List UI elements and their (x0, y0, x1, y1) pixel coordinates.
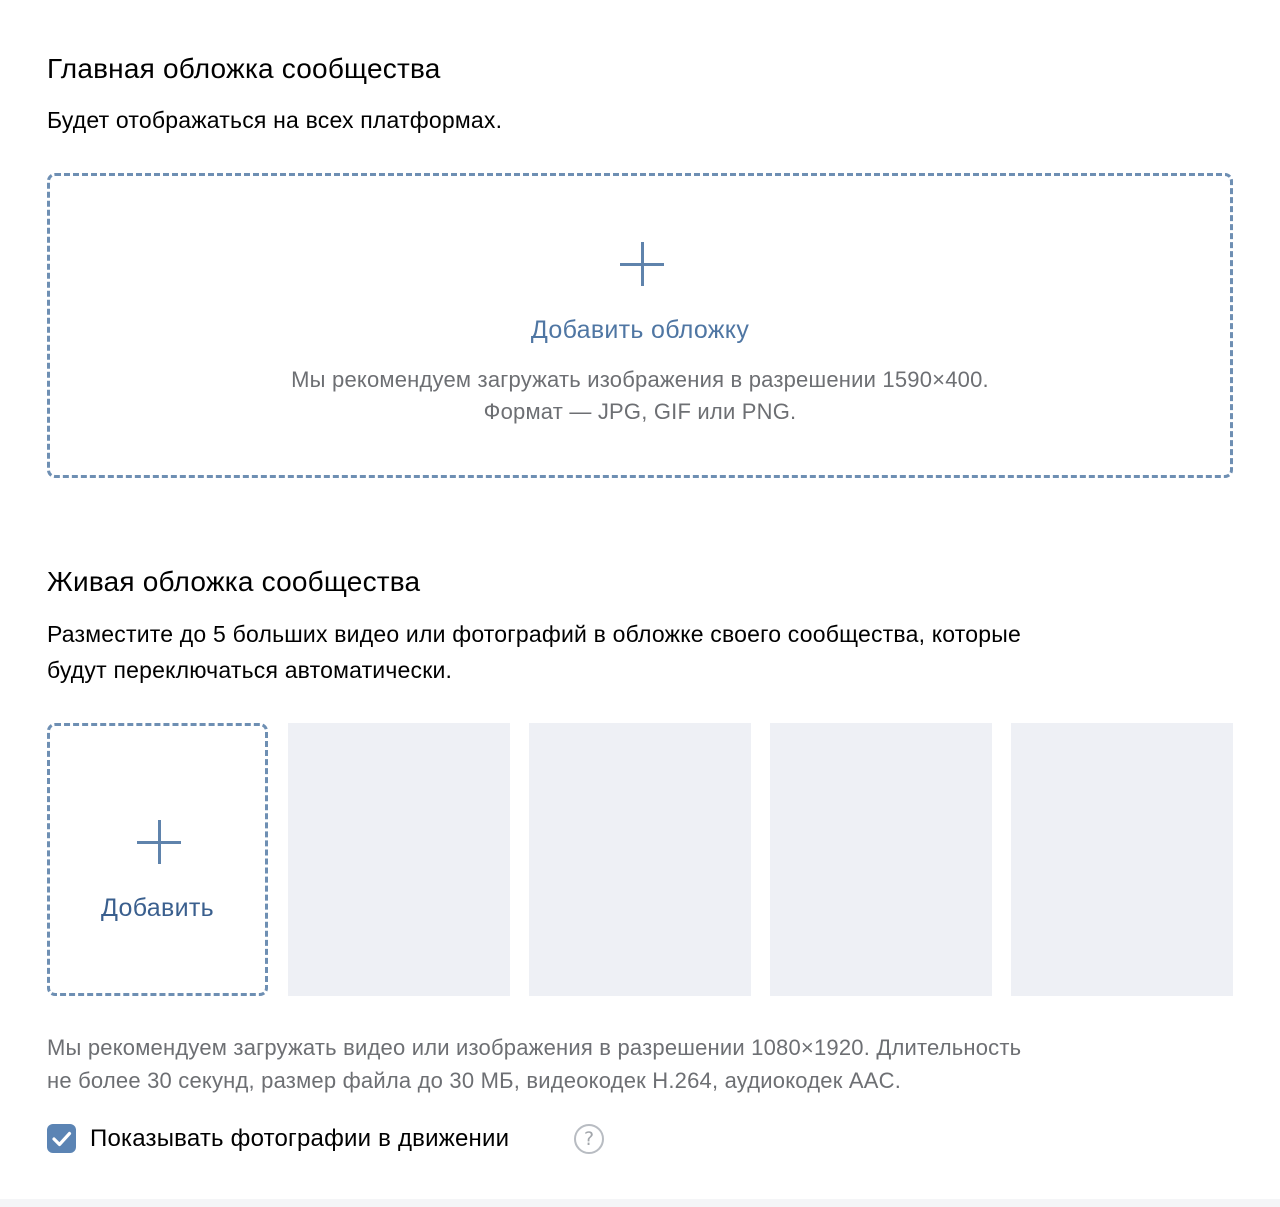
live-cover-empty-slot (1011, 723, 1233, 996)
bottom-divider (0, 1199, 1280, 1207)
main-cover-title: Главная обложка сообщества (47, 53, 441, 84)
help-icon[interactable]: ? (574, 1124, 604, 1154)
live-cover-title: Живая обложка сообщества (47, 566, 421, 597)
add-live-cover-label[interactable]: Добавить (101, 894, 214, 922)
live-cover-empty-slot (288, 723, 510, 996)
show-motion-checkbox[interactable] (47, 1124, 76, 1153)
live-cover-hint-line1: Мы рекомендуем загружать видео или изображения в разрешении 1080×1920. Длительность (47, 1035, 1022, 1060)
live-cover-description-line1: Разместите до 5 больших видео или фотографий в обложке своего сообщества, которые (47, 621, 1021, 647)
live-cover-hint-line2: не более 30 секунд, размер файла до 30 МБ, видеокодек H.264, аудиокодек AAC. (47, 1068, 902, 1093)
plus-icon (137, 820, 181, 864)
plus-icon (620, 242, 664, 286)
show-motion-label[interactable]: Показывать фотографии в движении (90, 1125, 510, 1152)
main-cover-hint-format: Формат — JPG, GIF или PNG. (483, 399, 797, 424)
main-cover-upload-zone[interactable] (47, 173, 1233, 478)
checkmark-icon (47, 1124, 76, 1153)
live-cover-add-slot[interactable] (47, 723, 268, 996)
main-cover-description: Будет отображаться на всех платформах. (47, 107, 503, 133)
add-cover-link[interactable]: Добавить обложку (530, 316, 750, 344)
live-cover-description-line2: будут переключаться автоматически. (47, 657, 453, 683)
main-cover-hint-resolution: Мы рекомендуем загружать изображения в разрешении 1590×400. (291, 367, 989, 392)
live-cover-empty-slot (529, 723, 751, 996)
live-cover-empty-slot (770, 723, 992, 996)
